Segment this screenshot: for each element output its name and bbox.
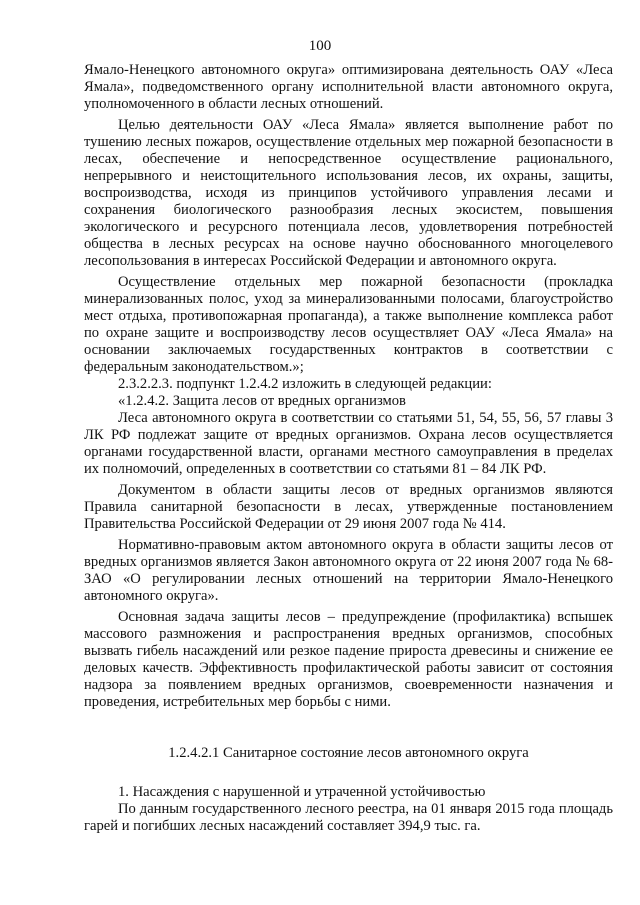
paragraph-forest-protection: Леса автономного округа в соответствии со статьями 51, 54, 55, 56, 57 главы 3 ЛК РФ подлежат защите от вредных организмов. Охрана лесов осуществляется органами государственной власти, органами местного самоуправления в пределах их полномочий, определенных в соответствии со статьями 81 – 84 ЛК РФ. — [84, 410, 613, 477]
paragraph-intro: Ямало-Ненецкого автономного округа» оптимизирована деятельность ОАУ «Леса Ямала», подведомственного органу исполнительной власти автономного округа, уполномоченного в области лесных отношений. — [84, 62, 613, 112]
page-number: 100 — [308, 38, 332, 54]
paragraph-goals: Целью деятельности ОАУ «Леса Ямала» является выполнение работ по тушению лесных пожаров, осуществление отдельных мер пожарной безопасности в лесах, обеспечение и непосредственное осуществление рационального, непрерывного и неистощительного использования лесов, их охраны, защиты, воспроизводства, исходя из принципов устойчивого управления лесами и сохранения биологического разнообразия лесных экосистем, повышения экологического и ресурсного потенциала лесов, удовлетворения потребностей общества в лесных ресурсах на основе научно обоснованного многоцелевого лесопользования в интересах Российской Федерации и автономного округа. — [84, 117, 613, 269]
paragraph-regional-law: Нормативно-правовым актом автономного округа в области защиты лесов от вредных организмов является Закон автономного округа от 22 июня 2007 года № 68-ЗАО «О регулировании лесных отношений на территории Ямало-Ненецкого автономного округа». — [84, 537, 613, 604]
section-heading: 1.2.4.2.1 Санитарное состояние лесов автономного округа — [168, 745, 529, 761]
document-body — [84, 62, 613, 835]
paragraph-forest-registry: По данным государственного лесного реестра, на 01 января 2015 года площадь гарей и погибших лесных насаждений составляет 394,9 тыс. га. — [84, 801, 613, 834]
paragraph-main-task: Основная задача защиты лесов – предупреждение (профилактика) вспышек массового размножения и распространения вредных организмов, способных вызвать гибель насаждений или резкое падение прироста древесины и снижение ее деловых качеств. Эффективность профилактической работы зависит от состояния надзора за появлением вредных организмов, своевременности назначения и проведения, истребительных мер борьбы с ними. — [84, 609, 613, 710]
paragraph-rules: Документом в области защиты лесов от вредных организмов являются Правила санитарной безопасности в лесах, утвержденные постановлением Правительства Российской Федерации от 29 июня 2007 года № 414. — [84, 482, 613, 532]
sub-heading: 1. Насаждения с нарушенной и утраченной устойчивостью — [118, 784, 486, 800]
paragraph-fire-safety: Осуществление отдельных мер пожарной безопасности (прокладка минерализованных полос, уход за минерализованными полосами, благоустройство мест отдыха, противопожарная пропаганда), а также выполнение комплекса работ по охране защите и воспроизводству лесов осуществляет ОАУ «Леса Ямала» на основании заключаемых государственных контрактов в соответствии с федеральным законодательством.»; — [84, 274, 613, 375]
paragraph-subsection-title: «1.2.4.2. Защита лесов от вредных организмов — [118, 393, 406, 409]
paragraph-amendment: 2.3.2.2.3. подпункт 1.2.4.2 изложить в следующей редакции: — [118, 376, 492, 392]
